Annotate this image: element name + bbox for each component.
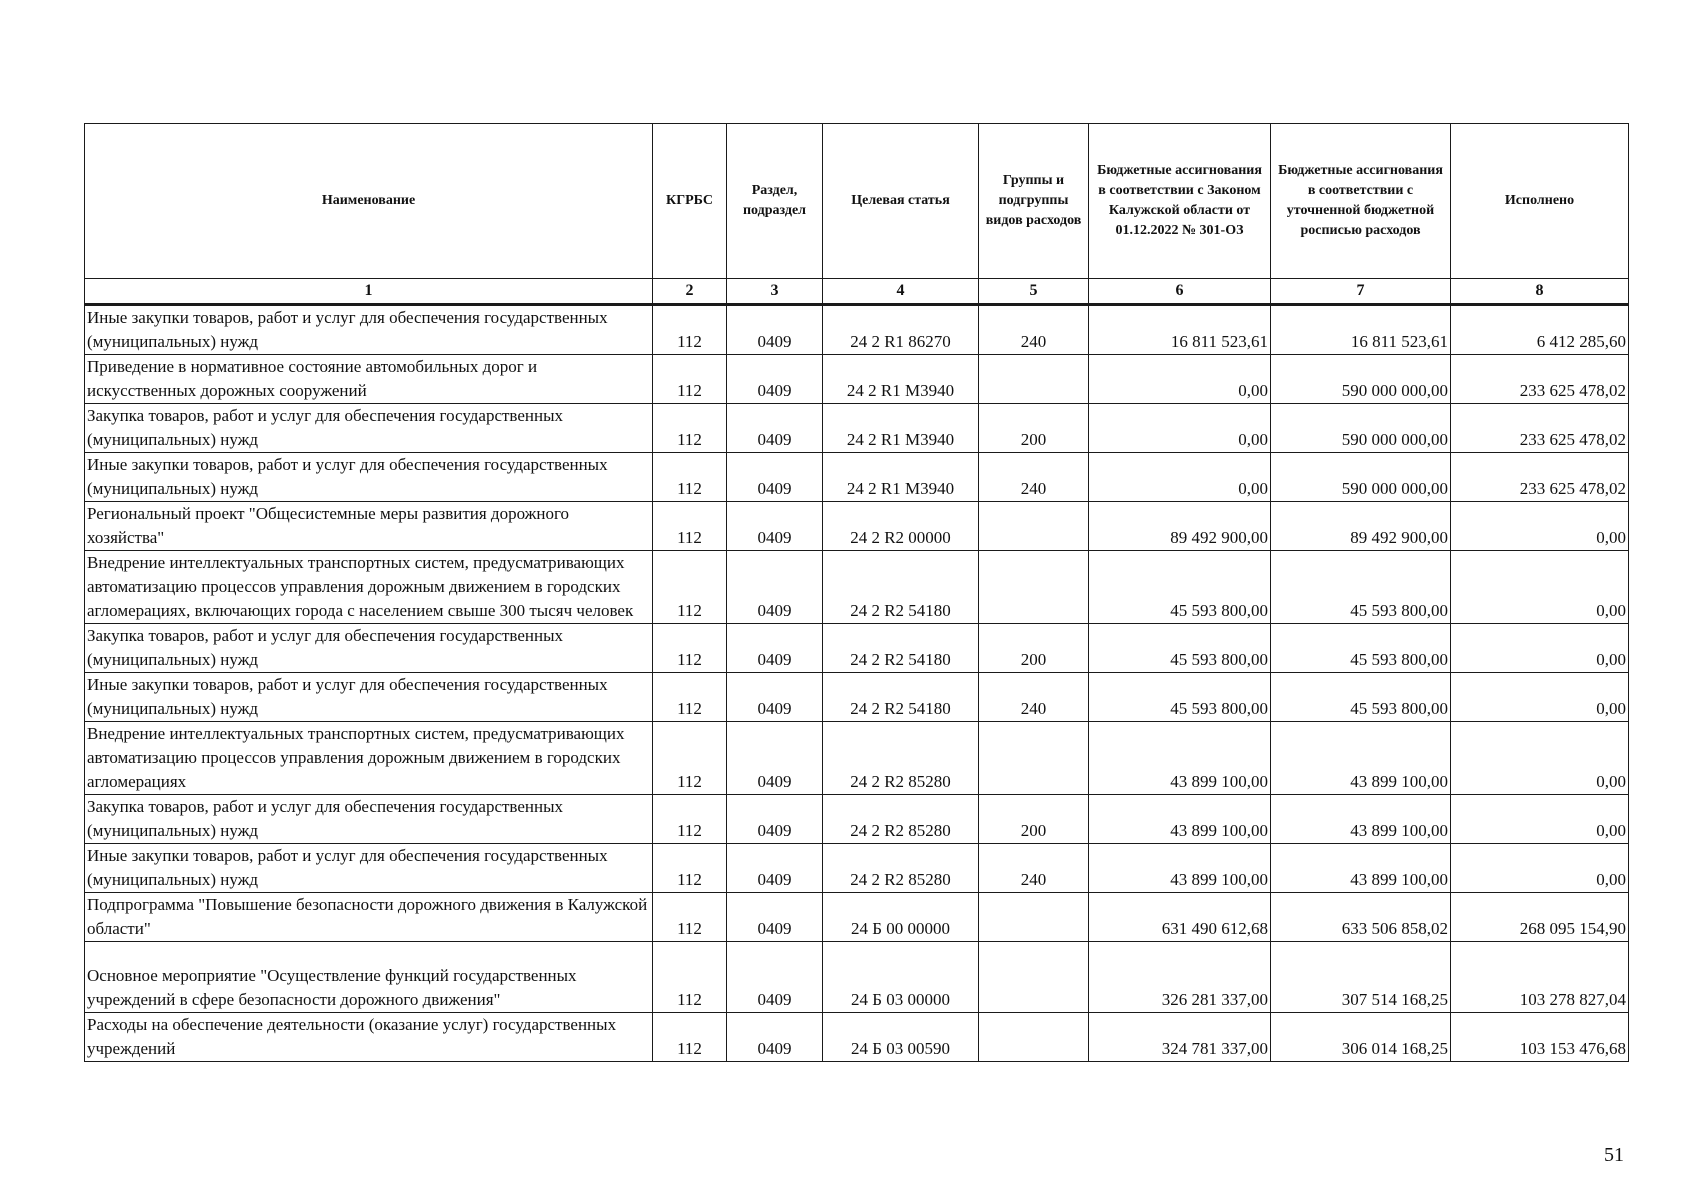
cell-vr [979, 355, 1089, 404]
budget-table-container [84, 123, 1629, 1062]
cell-razdel: 0409 [727, 355, 823, 404]
cell-vr [979, 942, 1089, 1013]
cell-plan: 590 000 000,00 [1271, 355, 1451, 404]
cell-csr: 24 2 R2 54180 [823, 624, 979, 673]
header-law: Бюджетные ассигнования в соответствии с Законом Калужской области от 01.12.2022 № 301-ОЗ [1089, 124, 1271, 279]
table-row [85, 893, 1629, 942]
cell-csr: 24 2 R1 M3940 [823, 404, 979, 453]
cell-done: 0,00 [1451, 844, 1629, 893]
cell-plan: 590 000 000,00 [1271, 404, 1451, 453]
column-number: 8 [1451, 279, 1629, 305]
cell-kgrbs: 112 [653, 893, 727, 942]
cell-law: 0,00 [1089, 404, 1271, 453]
cell-law: 326 281 337,00 [1089, 942, 1271, 1013]
column-number: 3 [727, 279, 823, 305]
cell-vr: 240 [979, 305, 1089, 355]
header-razdel: Раздел, подраздел [727, 124, 823, 279]
cell-name: Основное мероприятие "Осуществление функций государственных учреждений в сфере безопасности дорожного движения" [85, 942, 653, 1013]
cell-law: 43 899 100,00 [1089, 795, 1271, 844]
column-number: 7 [1271, 279, 1451, 305]
column-number: 6 [1089, 279, 1271, 305]
cell-razdel: 0409 [727, 893, 823, 942]
cell-name: Иные закупки товаров, работ и услуг для обеспечения государственных (муниципальных) нужд [85, 305, 653, 355]
table-row [85, 722, 1629, 795]
cell-vr [979, 722, 1089, 795]
table-row [85, 624, 1629, 673]
cell-law: 631 490 612,68 [1089, 893, 1271, 942]
cell-razdel: 0409 [727, 942, 823, 1013]
header-plan: Бюджетные ассигнования в соответствии с уточненной бюджетной росписью расходов [1271, 124, 1451, 279]
cell-kgrbs: 112 [653, 305, 727, 355]
cell-plan: 16 811 523,61 [1271, 305, 1451, 355]
cell-name: Закупка товаров, работ и услуг для обеспечения государственных (муниципальных) нужд [85, 795, 653, 844]
cell-razdel: 0409 [727, 1013, 823, 1062]
cell-done: 0,00 [1451, 795, 1629, 844]
cell-vr [979, 502, 1089, 551]
table-row [85, 551, 1629, 624]
table-row [85, 673, 1629, 722]
cell-name: Внедрение интеллектуальных транспортных систем, предусматривающих автоматизацию процессов управления дорожным движением в городских агломерациях [85, 722, 653, 795]
cell-done: 233 625 478,02 [1451, 453, 1629, 502]
cell-name: Региональный проект "Общесистемные меры развития дорожного хозяйства" [85, 502, 653, 551]
cell-csr: 24 2 R2 54180 [823, 673, 979, 722]
budget-table [84, 123, 1629, 1062]
cell-done: 6 412 285,60 [1451, 305, 1629, 355]
cell-vr: 200 [979, 624, 1089, 673]
cell-law: 0,00 [1089, 355, 1271, 404]
cell-name: Иные закупки товаров, работ и услуг для обеспечения государственных (муниципальных) нужд [85, 453, 653, 502]
table-row [85, 795, 1629, 844]
cell-done: 0,00 [1451, 551, 1629, 624]
cell-kgrbs: 112 [653, 624, 727, 673]
cell-name: Расходы на обеспечение деятельности (оказание услуг) государственных учреждений [85, 1013, 653, 1062]
cell-law: 45 593 800,00 [1089, 624, 1271, 673]
cell-law: 0,00 [1089, 453, 1271, 502]
cell-razdel: 0409 [727, 404, 823, 453]
cell-plan: 45 593 800,00 [1271, 551, 1451, 624]
cell-vr [979, 893, 1089, 942]
cell-name: Подпрограмма "Повышение безопасности дорожного движения в Калужской области" [85, 893, 653, 942]
cell-name: Внедрение интеллектуальных транспортных систем, предусматривающих автоматизацию процессов управления дорожным движением в городских агломерациях, включающих города с населением свыше 300 тысяч человек [85, 551, 653, 624]
cell-razdel: 0409 [727, 844, 823, 893]
cell-csr: 24 2 R1 86270 [823, 305, 979, 355]
cell-csr: 24 Б 03 00000 [823, 942, 979, 1013]
column-number: 4 [823, 279, 979, 305]
cell-csr: 24 2 R2 00000 [823, 502, 979, 551]
cell-plan: 45 593 800,00 [1271, 624, 1451, 673]
cell-plan: 633 506 858,02 [1271, 893, 1451, 942]
cell-kgrbs: 112 [653, 453, 727, 502]
cell-vr: 200 [979, 404, 1089, 453]
cell-razdel: 0409 [727, 795, 823, 844]
cell-law: 16 811 523,61 [1089, 305, 1271, 355]
header-vr: Группы и подгруппы видов расходов [979, 124, 1089, 279]
table-row [85, 1013, 1629, 1062]
cell-csr: 24 2 R2 85280 [823, 844, 979, 893]
cell-kgrbs: 112 [653, 673, 727, 722]
cell-csr: 24 Б 03 00590 [823, 1013, 979, 1062]
cell-razdel: 0409 [727, 551, 823, 624]
cell-done: 103 278 827,04 [1451, 942, 1629, 1013]
cell-vr: 240 [979, 673, 1089, 722]
cell-done: 233 625 478,02 [1451, 404, 1629, 453]
cell-razdel: 0409 [727, 673, 823, 722]
cell-plan: 89 492 900,00 [1271, 502, 1451, 551]
cell-law: 43 899 100,00 [1089, 722, 1271, 795]
header-kgrbs: КГРБС [653, 124, 727, 279]
cell-name: Иные закупки товаров, работ и услуг для обеспечения государственных (муниципальных) нужд [85, 844, 653, 893]
table-row [85, 355, 1629, 404]
column-number-row [85, 279, 1629, 305]
cell-done: 0,00 [1451, 673, 1629, 722]
cell-kgrbs: 112 [653, 942, 727, 1013]
cell-razdel: 0409 [727, 624, 823, 673]
table-row [85, 844, 1629, 893]
header-done: Исполнено [1451, 124, 1629, 279]
cell-done: 0,00 [1451, 502, 1629, 551]
cell-csr: 24 2 R2 85280 [823, 722, 979, 795]
cell-csr: 24 2 R1 M3940 [823, 453, 979, 502]
table-row [85, 305, 1629, 355]
cell-vr: 240 [979, 844, 1089, 893]
cell-plan: 43 899 100,00 [1271, 844, 1451, 893]
table-row [85, 942, 1629, 1013]
cell-vr: 200 [979, 795, 1089, 844]
cell-csr: 24 2 R2 54180 [823, 551, 979, 624]
cell-csr: 24 2 R2 85280 [823, 795, 979, 844]
cell-name: Закупка товаров, работ и услуг для обеспечения государственных (муниципальных) нужд [85, 624, 653, 673]
column-number: 5 [979, 279, 1089, 305]
cell-name: Приведение в нормативное состояние автомобильных дорог и искусственных дорожных сооружений [85, 355, 653, 404]
cell-kgrbs: 112 [653, 1013, 727, 1062]
cell-law: 324 781 337,00 [1089, 1013, 1271, 1062]
header-csr: Целевая статья [823, 124, 979, 279]
table-row [85, 502, 1629, 551]
column-number: 2 [653, 279, 727, 305]
cell-csr: 24 2 R1 M3940 [823, 355, 979, 404]
header-name: Наименование [85, 124, 653, 279]
cell-plan: 43 899 100,00 [1271, 722, 1451, 795]
cell-kgrbs: 112 [653, 844, 727, 893]
cell-law: 89 492 900,00 [1089, 502, 1271, 551]
cell-plan: 590 000 000,00 [1271, 453, 1451, 502]
cell-kgrbs: 112 [653, 551, 727, 624]
cell-kgrbs: 112 [653, 355, 727, 404]
cell-plan: 307 514 168,25 [1271, 942, 1451, 1013]
cell-law: 45 593 800,00 [1089, 551, 1271, 624]
cell-done: 103 153 476,68 [1451, 1013, 1629, 1062]
cell-plan: 45 593 800,00 [1271, 673, 1451, 722]
cell-done: 0,00 [1451, 722, 1629, 795]
cell-name: Иные закупки товаров, работ и услуг для обеспечения государственных (муниципальных) нужд [85, 673, 653, 722]
cell-name: Закупка товаров, работ и услуг для обеспечения государственных (муниципальных) нужд [85, 404, 653, 453]
cell-plan: 306 014 168,25 [1271, 1013, 1451, 1062]
cell-razdel: 0409 [727, 722, 823, 795]
cell-vr [979, 1013, 1089, 1062]
cell-done: 268 095 154,90 [1451, 893, 1629, 942]
table-row [85, 404, 1629, 453]
table-row [85, 453, 1629, 502]
cell-razdel: 0409 [727, 453, 823, 502]
page-number: 51 [1604, 1144, 1624, 1166]
cell-done: 0,00 [1451, 624, 1629, 673]
cell-kgrbs: 112 [653, 795, 727, 844]
column-number: 1 [85, 279, 653, 305]
cell-plan: 43 899 100,00 [1271, 795, 1451, 844]
cell-razdel: 0409 [727, 502, 823, 551]
cell-razdel: 0409 [727, 305, 823, 355]
cell-csr: 24 Б 00 00000 [823, 893, 979, 942]
cell-kgrbs: 112 [653, 404, 727, 453]
cell-done: 233 625 478,02 [1451, 355, 1629, 404]
cell-law: 45 593 800,00 [1089, 673, 1271, 722]
cell-vr [979, 551, 1089, 624]
header-row [85, 124, 1629, 279]
cell-kgrbs: 112 [653, 722, 727, 795]
cell-law: 43 899 100,00 [1089, 844, 1271, 893]
cell-vr: 240 [979, 453, 1089, 502]
cell-kgrbs: 112 [653, 502, 727, 551]
